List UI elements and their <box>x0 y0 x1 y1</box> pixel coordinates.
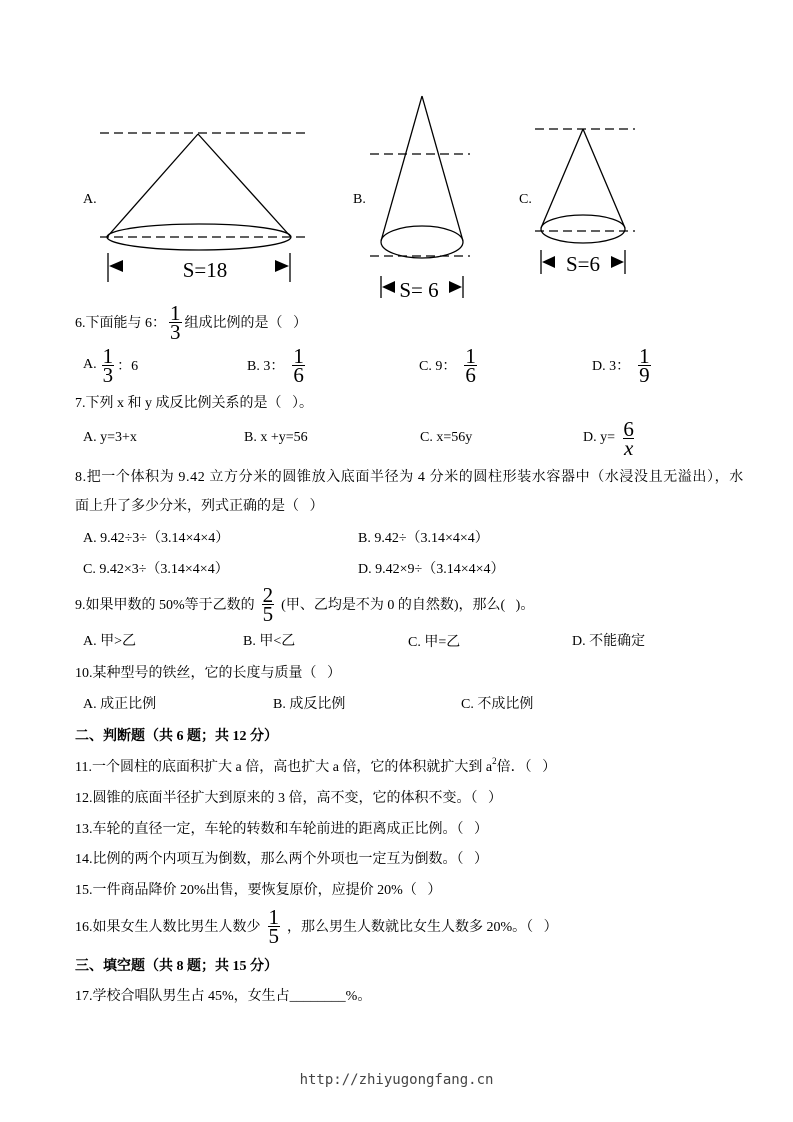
cone-c-dimension-arrow-right <box>611 256 624 268</box>
fraction-numerator: 1 <box>170 300 181 325</box>
fraction-denominator: 6 <box>465 362 476 387</box>
q11-superscript: 2 <box>492 756 497 766</box>
page-footer <box>0 1060 793 1100</box>
q16 <box>75 906 558 946</box>
q9-option-a-text: A. 甲>乙 <box>83 634 137 649</box>
cone-b-left-slant-line <box>381 96 422 241</box>
q8-stem-text-line-1: 8.把一个体积为 9.42 立方分米的圆锥放入底面半径为 4 分米的圆柱形装水容器中（水浸没且无溢出），水 <box>75 470 744 485</box>
figure-c-label: C. <box>519 192 532 207</box>
q9-stem-text-after: (甲、乙均是不为 0 的自然数)，那么( )。 <box>281 598 535 613</box>
q6-stem-text-after: 组成比例的是（ ） <box>184 316 307 331</box>
cone-b-base-ellipse <box>381 226 463 258</box>
q6-option-a <box>83 345 138 385</box>
q8-option-c-text: C. 9.42×3÷（3.14×4×4） <box>83 562 229 577</box>
fraction-numerator: 1 <box>293 343 304 368</box>
q16-fraction <box>268 904 281 948</box>
q8-option-d-text: D. 9.42×9÷（3.14×4×4） <box>358 562 505 577</box>
fraction-denominator: 9 <box>639 362 650 387</box>
q6-option-d-prefix: D. 3： <box>592 359 631 374</box>
q8-option-b-text: B. 9.42÷（3.14×4×4） <box>358 531 489 546</box>
q9-option-c <box>408 621 460 661</box>
q10-option-a-text: A. 成正比例 <box>83 697 157 712</box>
q9-option-d-text: D. 不能确定 <box>572 634 646 649</box>
q6-option-b-fraction <box>292 343 305 387</box>
q11-text-after: 倍．（ ） <box>496 760 557 775</box>
figure-a-label-row <box>83 180 97 220</box>
fraction-denominator: x <box>624 435 634 460</box>
q6-option-d <box>592 345 654 385</box>
q7-option-a <box>83 418 137 458</box>
cone-b-dimension-arrow-left <box>382 281 395 293</box>
q13-text: 13.车轮的直径一定，车轮的转数和车轮前进的距离成正比例。（ ） <box>75 822 488 837</box>
q15-text: 15.一件商品降价 20%出售，要恢复原价，应提价 20%（ ） <box>75 883 442 898</box>
cone-b-figure <box>370 96 470 302</box>
figure-c-label-row <box>519 180 532 220</box>
fraction-denominator: 5 <box>262 601 274 626</box>
q8-option-a-text: A. 9.42÷3÷（3.14×4×4） <box>83 531 230 546</box>
q17-text: 17.学校合唱队男生占 45%，女生占________%。 <box>75 989 372 1004</box>
q6-option-c-prefix: C. 9： <box>419 359 457 374</box>
q6-stem-fraction <box>169 300 182 344</box>
cone-figures <box>0 0 793 310</box>
q9-option-b-text: B. 甲<乙 <box>243 634 296 649</box>
q7-option-d-prefix: D. y= <box>583 430 616 445</box>
q8-option-d <box>358 548 504 588</box>
cone-c-dimension-arrow-left <box>542 256 555 268</box>
fraction-numerator: 1 <box>102 343 114 368</box>
q8-option-c <box>83 548 229 588</box>
q7-option-b-text: B. x +y=56 <box>244 430 308 445</box>
q6-option-c <box>419 345 480 385</box>
q7-option-c <box>420 418 472 458</box>
q7-option-b <box>244 418 308 458</box>
cone-b-measure-label: S= 6 <box>399 278 439 302</box>
q8-stem-text-line-2: 面上升了多少分米，列式正确的是（ ） <box>75 499 324 514</box>
footer-url: http://zhiyugongfang.cn <box>299 1072 494 1088</box>
figure-a-label: A. <box>83 192 97 207</box>
q15 <box>75 869 441 909</box>
cone-a-dimension-arrow-left <box>109 260 123 272</box>
cone-a-left-slant-line <box>107 134 198 237</box>
q16-text-after: ，那么男生人数就比女生人数多 20%。（ ） <box>287 920 558 935</box>
q6-stem-text-before: 6.下面能与 6： <box>75 316 166 331</box>
fraction-denominator: 3 <box>170 319 181 344</box>
q7-stem <box>75 382 313 422</box>
cone-a-figure <box>100 133 305 282</box>
q6-option-d-fraction <box>638 343 651 387</box>
cone-b-right-slant-line <box>422 96 463 241</box>
q7-option-d-fraction <box>623 416 634 460</box>
cone-c-figure <box>535 129 635 276</box>
q7-option-d <box>583 418 637 458</box>
q11-text-before: 11.一个圆柱的底面积扩大 a 倍，高也扩大 a 倍，它的体积就扩大到 a <box>75 760 493 775</box>
figure-b-label-row <box>353 180 366 220</box>
q9-stem-fraction <box>262 582 275 626</box>
q6-option-b-prefix: B. 3： <box>247 359 285 374</box>
q6-stem <box>75 302 307 342</box>
cone-a-dimension-arrow-right <box>275 260 289 272</box>
q10-option-b <box>273 683 345 723</box>
q6-option-c-fraction <box>464 343 477 387</box>
fraction-numerator: 6 <box>623 416 634 441</box>
q10-option-b-text: B. 成反比例 <box>273 697 346 712</box>
q14-text: 14.比例的两个内项互为倒数，那么两个外项也一定互为倒数。（ ） <box>75 852 488 867</box>
fraction-numerator: 1 <box>639 343 650 368</box>
q6-option-a-suffix: ：6 <box>117 359 139 374</box>
cone-a-measure-label: S=18 <box>182 258 228 282</box>
q10-option-c-text: C. 不成比例 <box>461 697 534 712</box>
fraction-denominator: 3 <box>102 362 114 387</box>
q17 <box>75 975 371 1015</box>
cone-c-left-slant-line <box>541 129 583 228</box>
cone-c-right-slant-line <box>583 129 625 228</box>
q12-text: 12.圆锥的底面半径扩大到原来的 3 倍，高不变，它的体积不变。（ ） <box>75 791 502 806</box>
section-2-title: 二、判断题（共 6 题；共 12 分） <box>75 729 278 744</box>
q16-text-before: 16.如果女生人数比男生人数少 <box>75 920 261 935</box>
q6-option-b <box>247 345 308 385</box>
q6-option-a-prefix: A. <box>83 357 97 372</box>
fraction-numerator: 1 <box>268 904 279 929</box>
fraction-numerator: 1 <box>465 343 476 368</box>
section-3-title: 三、填空题（共 8 题；共 15 分） <box>75 959 278 974</box>
q9-stem-text-before: 9.如果甲数的 50%等于乙数的 <box>75 598 255 613</box>
q10-stem-text: 10.某种型号的铁丝，它的长度与质量（ ） <box>75 666 341 681</box>
q7-stem-text: 7.下列 x 和 y 成反比例关系的是（ ）。 <box>75 396 313 411</box>
q9-stem <box>75 584 534 624</box>
q9-option-d <box>572 620 645 660</box>
cone-c-base-ellipse <box>541 215 625 243</box>
fraction-denominator: 5 <box>268 923 279 948</box>
q6-option-a-fraction <box>102 343 115 387</box>
fraction-denominator: 6 <box>293 362 304 387</box>
q7-option-c-text: C. x=56y <box>420 430 473 445</box>
cone-a-right-slant-line <box>198 134 291 237</box>
cone-b-dimension-arrow-right <box>449 281 462 293</box>
q7-option-a-text: A. y=3+x <box>83 430 137 445</box>
q9-option-c-text: C. 甲=乙 <box>408 635 461 650</box>
figure-b-label: B. <box>353 192 366 207</box>
cone-c-measure-label: S=6 <box>565 252 601 276</box>
q10-option-c <box>461 683 533 723</box>
fraction-numerator: 2 <box>262 582 274 607</box>
